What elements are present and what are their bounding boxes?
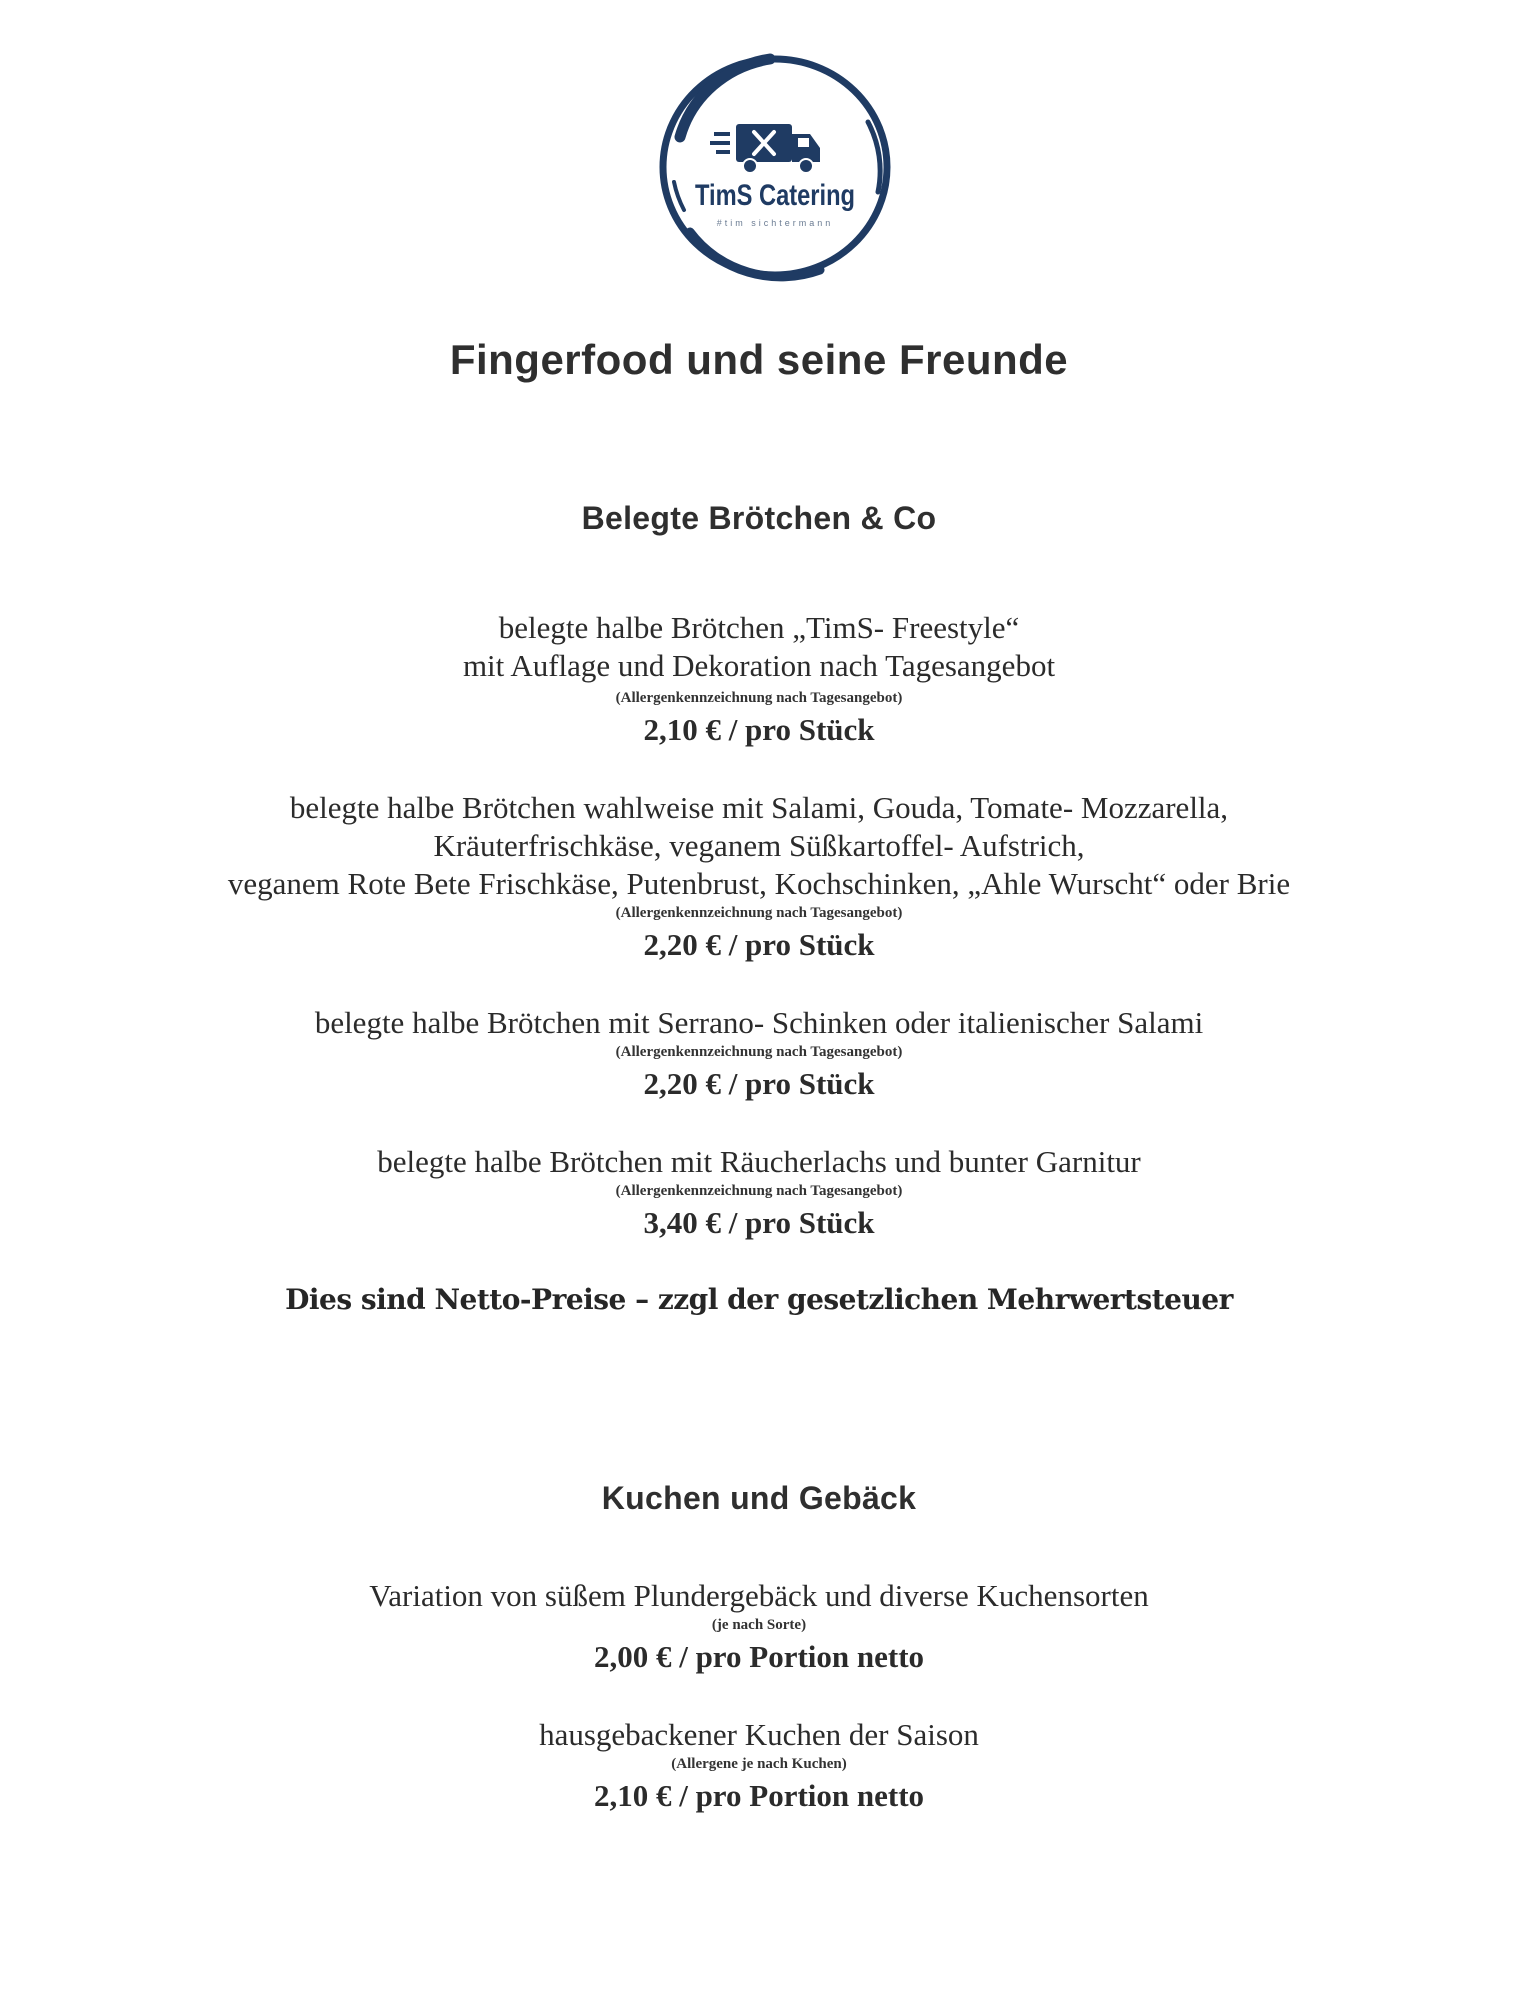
item-description-line: veganem Rote Bete Frischkäse, Putenbrust, Kochschinken, „Ahle Wurscht“ oder Brie <box>227 866 1291 901</box>
item-description-line: belegte halbe Brötchen mit Serrano- Schinken oder italienischer Salami <box>314 1005 1204 1040</box>
logo-graphic <box>650 42 900 292</box>
item-description-line: hausgebackener Kuchen der Saison <box>539 1717 979 1752</box>
page-title: Fingerfood und seine Freunde <box>449 336 1069 383</box>
section-heading-broetchen: Belegte Brötchen & Co <box>581 500 937 536</box>
logo-brand-name: TimS Catering <box>695 179 855 212</box>
item-description-line: belegte halbe Brötchen „TimS- Freestyle“ <box>498 610 1020 645</box>
logo-brush-ring <box>663 59 887 277</box>
item-description-line: belegte halbe Brötchen wahlweise mit Salami, Gouda, Tomate- Mozzarella, <box>289 790 1229 825</box>
tims-catering-logo <box>650 42 900 292</box>
item-price: 2,10 € / pro Portion netto <box>593 1778 925 1813</box>
item-price: 2,20 € / pro Stück <box>643 927 875 962</box>
item-price: 2,10 € / pro Stück <box>643 712 875 747</box>
item-description-line: Variation von süßem Plundergebäck und diverse Kuchensorten <box>369 1578 1149 1613</box>
netto-price-footnote: Dies sind Netto-Preise – zzgl der gesetzlichen Mehrwertsteuer <box>285 1283 1233 1316</box>
item-price: 3,40 € / pro Stück <box>643 1205 875 1240</box>
logo-tagline: #tim sichtermann <box>716 218 834 228</box>
food-truck-icon <box>710 124 820 173</box>
section-heading-kuchen: Kuchen und Gebäck <box>601 1480 917 1516</box>
item-allergen-note: (Allergenkennzeichnung nach Tagesangebot) <box>615 690 903 706</box>
item-note: (je nach Sorte) <box>711 1617 807 1633</box>
item-note: (Allergene je nach Kuchen) <box>671 1756 847 1772</box>
item-price: 2,00 € / pro Portion netto <box>593 1639 925 1674</box>
item-description-line: belegte halbe Brötchen mit Räucherlachs und bunter Garnitur <box>377 1144 1141 1179</box>
item-description-line: Kräuterfrischkäse, veganem Süßkartoffel- Aufstrich, <box>433 828 1085 863</box>
item-allergen-note: (Allergenkennzeichnung nach Tagesangebot) <box>615 1183 903 1199</box>
item-allergen-note: (Allergenkennzeichnung nach Tagesangebot) <box>615 905 903 921</box>
item-price: 2,20 € / pro Stück <box>643 1066 875 1101</box>
item-allergen-note: (Allergenkennzeichnung nach Tagesangebot) <box>615 1044 903 1060</box>
item-description-line: mit Auflage und Dekoration nach Tagesangebot <box>462 648 1056 683</box>
